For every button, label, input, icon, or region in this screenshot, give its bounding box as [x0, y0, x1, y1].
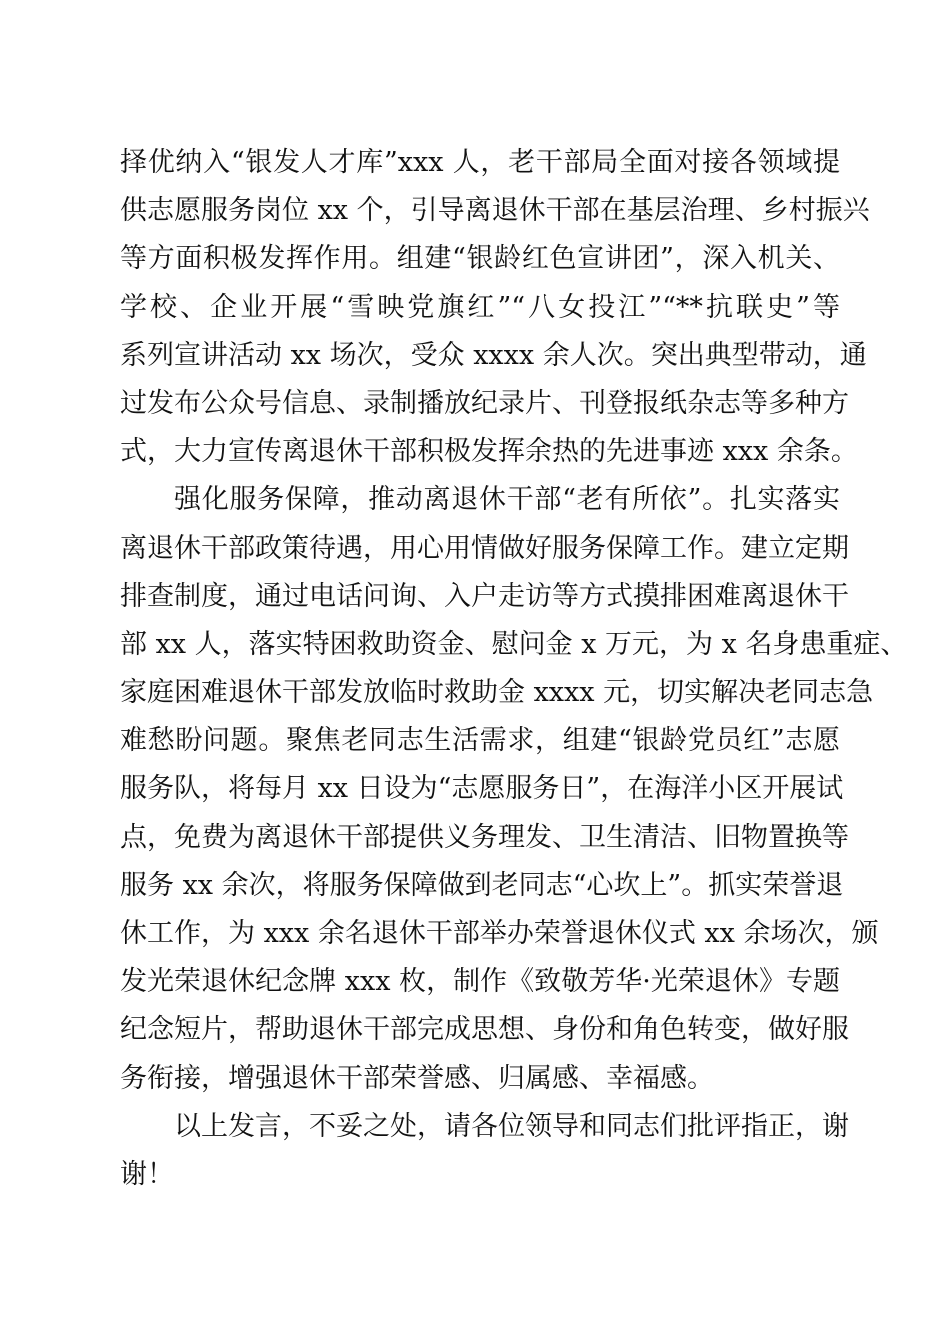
document-body [120, 139, 908, 1199]
text-line: 发光荣退休纪念牌 xxx 枚，制作《致敬芳华·光荣退休》专题 [120, 966, 840, 998]
text-line: 点，免费为离退休干部提供义务理发、卫生清洁、旧物置换等 [120, 821, 849, 853]
text-line: 排查制度，通过电话问询、入户走访等方式摸排困难离退休干 [120, 580, 849, 612]
text-line: 系列宣讲活动 xx 场次，受众 xxxx 余人次。突出典型带动，通 [120, 339, 867, 371]
text-line: 供志愿服务岗位 xx 个，引导离退休干部在基层治理、乡村振兴 [120, 195, 870, 227]
text-line: 择优纳入“银发人才库”xxx 人，老干部局全面对接各领域提 [120, 147, 840, 178]
text-line: 服务 xx 余次，将服务保障做到老同志“心坎上”。抓实荣誉退 [120, 869, 844, 901]
text-line: 休工作，为 xxx 余名退休干部举办荣誉退休仪式 xx 余场次，颁 [120, 918, 879, 949]
text-line: 离退休干部政策待遇，用心用情做好服务保障工作。建立定期 [120, 532, 849, 564]
text-line: 学校、企业开展“雪映党旗红”“八女投江”“**抗联史”等 [120, 291, 840, 323]
text-line: 以上发言，不妥之处，请各位领导和同志们批评指正，谢 [174, 1110, 849, 1142]
paragraph-continuation [120, 139, 870, 476]
text-line: 等方面积极发挥作用。组建“银龄红色宣讲团”，深入机关、 [120, 243, 840, 275]
text-line: 服务队，将每月 xx 日设为“志愿服务日”，在海洋小区开展试 [120, 773, 844, 805]
text-line: 难愁盼问题。聚焦老同志生活需求，组建“银龄党员红”志愿 [120, 725, 840, 757]
text-line: 部 xx 人，落实特困救助资金、慰问金 x 万元，为 x 名身患重症、 [120, 628, 908, 660]
text-line: 谢！ [120, 1158, 174, 1190]
text-line: 家庭困难退休干部发放临时救助金 xxxx 元，切实解决老同志急 [120, 677, 874, 709]
text-line: 务衔接，增强退休干部荣誉感、归属感、幸福感。 [120, 1062, 714, 1094]
text-line: 纪念短片，帮助退休干部完成思想、身份和角色转变，做好服 [120, 1014, 849, 1046]
paragraph-service-guarantee [120, 476, 908, 1102]
text-line: 式，大力宣传离退休干部积极发挥余热的先进事迹 xxx 余条。 [120, 436, 858, 468]
paragraph-closing [120, 1103, 849, 1199]
text-line: 强化服务保障，推动离退休干部“老有所依”。扎实落实 [174, 484, 840, 516]
text-line: 过发布公众号信息、录制播放纪录片、刊登报纸杂志等多种方 [120, 387, 849, 419]
